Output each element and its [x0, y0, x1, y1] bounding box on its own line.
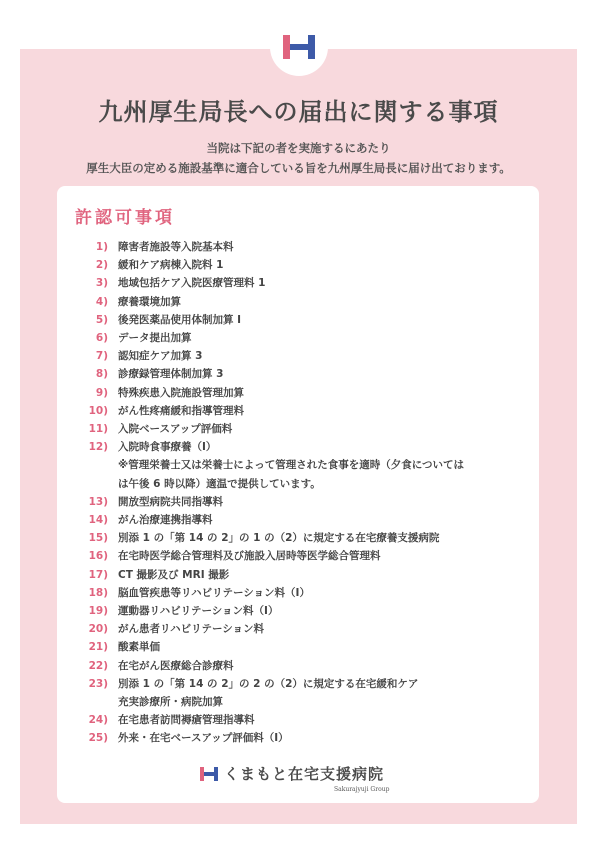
item-text: がん治療連携指導料 — [118, 514, 213, 527]
item-text: 別添 1 の「第 14 の 2」の 1 の（2）に規定する在宅療養支援病院 — [118, 532, 440, 545]
permit-list — [75, 238, 530, 748]
list-item — [75, 311, 530, 329]
list-item — [75, 711, 530, 729]
item-text: 脳血管疾患等リハビリテーション料（Ⅰ） — [118, 586, 310, 599]
item-text: 療養環境加算 — [118, 295, 181, 308]
item-note: ※管理栄養士又は栄養士によって管理された食事を適時（夕食については — [118, 459, 464, 472]
item-text: 酸素単価 — [118, 641, 160, 654]
item-number: 12) — [88, 441, 108, 454]
item-text: データ提出加算 — [118, 332, 192, 345]
group-name: Sakurajyuji Group — [334, 786, 390, 793]
page-title: 九州厚生局長への届出に関する事項 — [98, 98, 499, 126]
item-text: 別添 1 の「第 14 の 2」の 2 の（2）に規定する在宅緩和ケア — [118, 677, 419, 690]
list-item — [75, 657, 530, 675]
item-number: 10) — [88, 404, 108, 417]
intro-line-1: 当院は下記の者を実施するにあたり — [206, 141, 391, 155]
intro-line-2: 厚生大臣の定める施設基準に適合している旨を九州厚生局長に届け出ております。 — [86, 161, 511, 175]
item-number: 20) — [88, 623, 108, 636]
item-number: 17) — [88, 568, 108, 581]
list-item — [75, 384, 530, 402]
item-number: 18) — [88, 586, 108, 599]
item-text: がん患者リハビリテーション料 — [118, 623, 265, 636]
item-note: 充実診療所・病院加算 — [118, 696, 223, 709]
item-text: 地域包括ケア入院医療管理料 1 — [118, 277, 266, 290]
item-number: 13) — [88, 495, 108, 508]
item-text: 在宅患者訪問褥瘡管理指導料 — [118, 714, 255, 727]
item-number: 19) — [88, 605, 108, 618]
logo-mark-icon — [200, 767, 218, 781]
item-number: 22) — [88, 659, 108, 672]
item-number: 25) — [88, 732, 108, 745]
item-text: 外来・在宅ベースアップ評価料（Ⅰ） — [118, 732, 289, 745]
list-item — [75, 547, 530, 565]
item-text: CT 撮影及び MRI 撮影 — [118, 568, 230, 581]
item-text: 在宅時医学総合管理料及び施設入居時等医学総合管理料 — [118, 550, 381, 563]
list-item — [75, 329, 530, 347]
section-title: 許認可事項 — [75, 208, 175, 228]
item-text: 後発医薬品使用体制加算 Ⅰ — [118, 313, 242, 326]
item-text: 認知症ケア加算 3 — [118, 350, 203, 363]
list-item — [75, 420, 530, 438]
list-item — [75, 238, 530, 256]
item-number: 4) — [95, 295, 108, 308]
item-number: 5) — [95, 313, 108, 326]
list-item — [75, 365, 530, 383]
intro-text — [20, 138, 577, 178]
item-number: 3) — [95, 277, 108, 290]
item-text: 障害者施設等入院基本料 — [118, 241, 234, 253]
list-item — [75, 402, 530, 420]
item-number: 14) — [88, 514, 108, 527]
item-number: 11) — [88, 423, 108, 436]
list-item — [75, 293, 530, 311]
list-item — [75, 638, 530, 656]
list-item — [75, 566, 530, 584]
item-text: 入院ベースアップ評価料 — [118, 423, 233, 436]
item-text: 診療録管理体制加算 3 — [118, 368, 224, 381]
item-note: は午後 6 時以降）適温で提供しています。 — [118, 477, 321, 490]
list-item — [75, 602, 530, 620]
list-item — [75, 529, 530, 547]
item-number: 2) — [95, 259, 108, 272]
item-number: 8) — [95, 368, 108, 381]
item-number: 15) — [88, 532, 108, 545]
item-text: がん性疼痛緩和指導管理料 — [118, 404, 244, 417]
list-item — [75, 438, 530, 493]
list-item — [75, 274, 530, 292]
item-text: 開放型病院共同指導料 — [118, 495, 223, 508]
list-item — [75, 511, 530, 529]
item-number: 7) — [95, 350, 108, 363]
item-text: 運動器リハビリテーション料（Ⅰ） — [118, 605, 279, 618]
item-text: 緩和ケア病棟入院料 1 — [118, 259, 224, 272]
list-item — [75, 347, 530, 365]
item-number: 23) — [88, 677, 108, 690]
item-text: 特殊疾患入院施設管理加算 — [118, 386, 244, 399]
list-item — [75, 729, 530, 747]
list-item — [75, 620, 530, 638]
item-number: 6) — [95, 332, 108, 345]
item-number: 9) — [95, 386, 108, 399]
item-number: 21) — [88, 641, 108, 654]
item-text-group — [118, 675, 530, 711]
item-number: 1) — [95, 241, 108, 253]
list-item — [75, 256, 530, 274]
hospital-name: くまもと在宅支援病院 — [224, 765, 385, 783]
list-item — [75, 675, 530, 711]
item-text: 入院時食事療養（Ⅰ） — [118, 441, 217, 454]
footer-brand — [200, 763, 384, 784]
item-number: 24) — [88, 714, 108, 727]
list-item — [75, 584, 530, 602]
logo-badge — [270, 18, 328, 76]
item-text-group — [118, 438, 530, 493]
list-item — [75, 493, 530, 511]
logo-mark-icon — [283, 35, 315, 59]
item-number: 16) — [88, 550, 108, 563]
item-text: 在宅がん医療総合診療料 — [118, 659, 234, 672]
